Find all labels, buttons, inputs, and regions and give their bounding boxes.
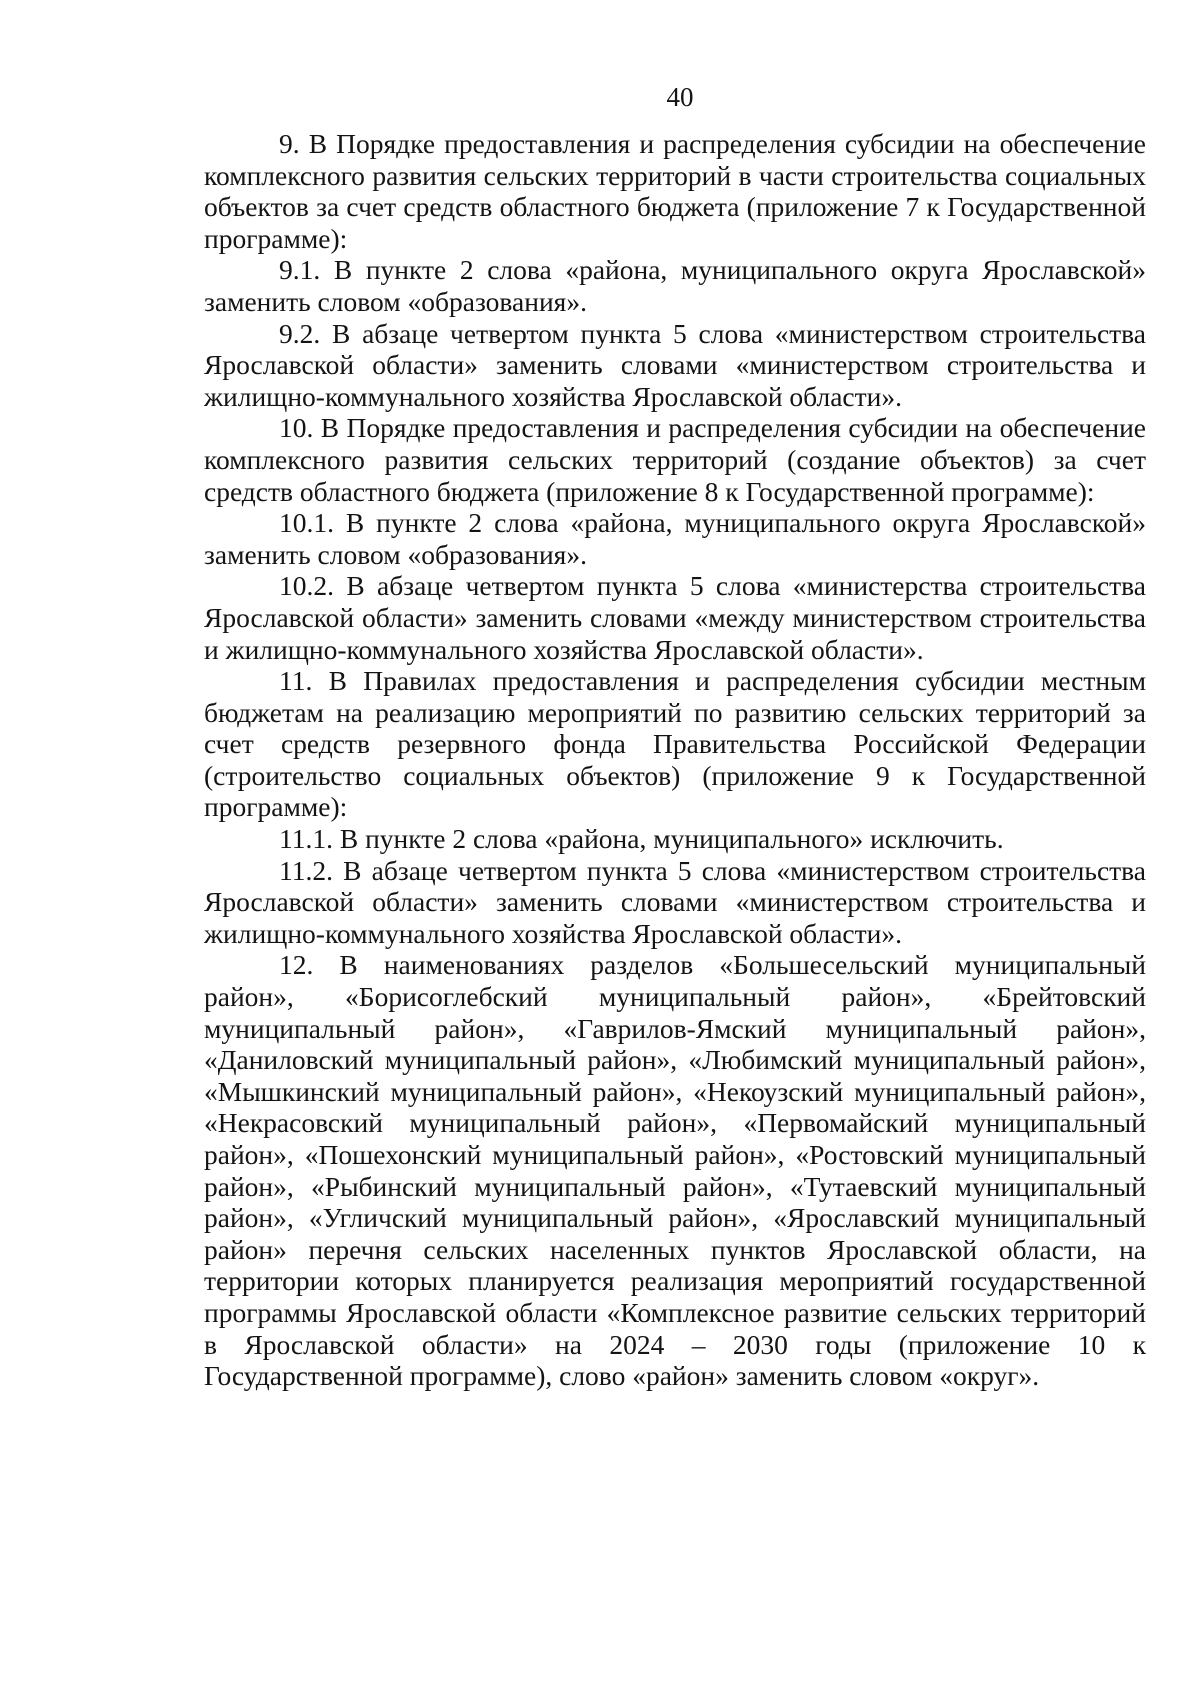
paragraph-10: 10. В Порядке предоставления и распределения субсидии на обеспечение комплексного развития сельских территорий (создание объектов) за счет средств областного бюджета (приложение 8 к Государственной программе): — [204, 412, 1146, 507]
paragraph-11-1: 11.1. В пункте 2 слова «района, муниципального» исключить. — [279, 823, 1004, 855]
paragraph-9-2: 9.2. В абзаце четвертом пункта 5 слова «министерством строительства Ярославской области» заменить словами «министерством строительства и жилищно-коммунального хозяйства Ярославской области». — [204, 317, 1146, 412]
paragraph-9-1: 9.1. В пункте 2 слова «района, муниципального округа Ярославской» заменить словом «образования». — [204, 254, 1146, 317]
paragraph-9: 9. В Порядке предоставления и распределения субсидии на обеспечение комплексного развития сельских территорий в части строительства социальных объектов за счет средств областного бюджета (приложение 7 к Государственной программе): — [204, 128, 1146, 254]
paragraph-11-2: 11.2. В абзаце четвертом пункта 5 слова «министерством строительства Ярославской области» заменить словами «министерством строительства и жилищно-коммунального хозяйства Ярославской области». — [204, 854, 1146, 949]
paragraph-10-2: 10.2. В абзаце четвертом пункта 5 слова «министерства строительства Ярославской области» заменить словами «между министерством строительства и жилищно-коммунального хозяйства Ярославской области». — [204, 570, 1146, 665]
paragraph-10-1: 10.1. В пункте 2 слова «района, муниципального округа Ярославской» заменить словом «образования». — [204, 507, 1146, 570]
page-number: 40 — [666, 82, 694, 112]
paragraph-11: 11. В Правилах предоставления и распределения субсидии местным бюджетам на реализацию мероприятий по развитию сельских территорий за счет средств резервного фонда Правительства Российской Федерации (строительство социальных объектов) (приложение 9 к Государственной программе): — [204, 665, 1146, 823]
document-body — [204, 128, 1146, 1392]
paragraph-12: 12. В наименованиях разделов «Большесельский муниципальный район», «Борисоглебский муниципальный район», «Брейтовский муниципальный район», «Гаврилов-Ямский муниципальный район», «Даниловский муниципальный район», «Любимский муниципальный район», «Мышкинский муниципальный район», «Некоузский муниципальный район», «Некрасовский муниципальный район», «Первомайский муниципальный район», «Пошехонский муниципальный район», «Ростовский муниципальный район», «Рыбинский муниципальный район», «Тутаевский муниципальный район», «Угличский муниципальный район», «Ярославский муниципальный район» перечня сельских населенных пунктов Ярославской области, на территории которых планируется реализация мероприятий государственной программы Ярославской области «Комплексное развитие сельских территорий в Ярославской области» на 2024 – 2030 годы (приложение 10 к Государственной программе), слово «район» заменить словом «округ». — [204, 949, 1146, 1392]
